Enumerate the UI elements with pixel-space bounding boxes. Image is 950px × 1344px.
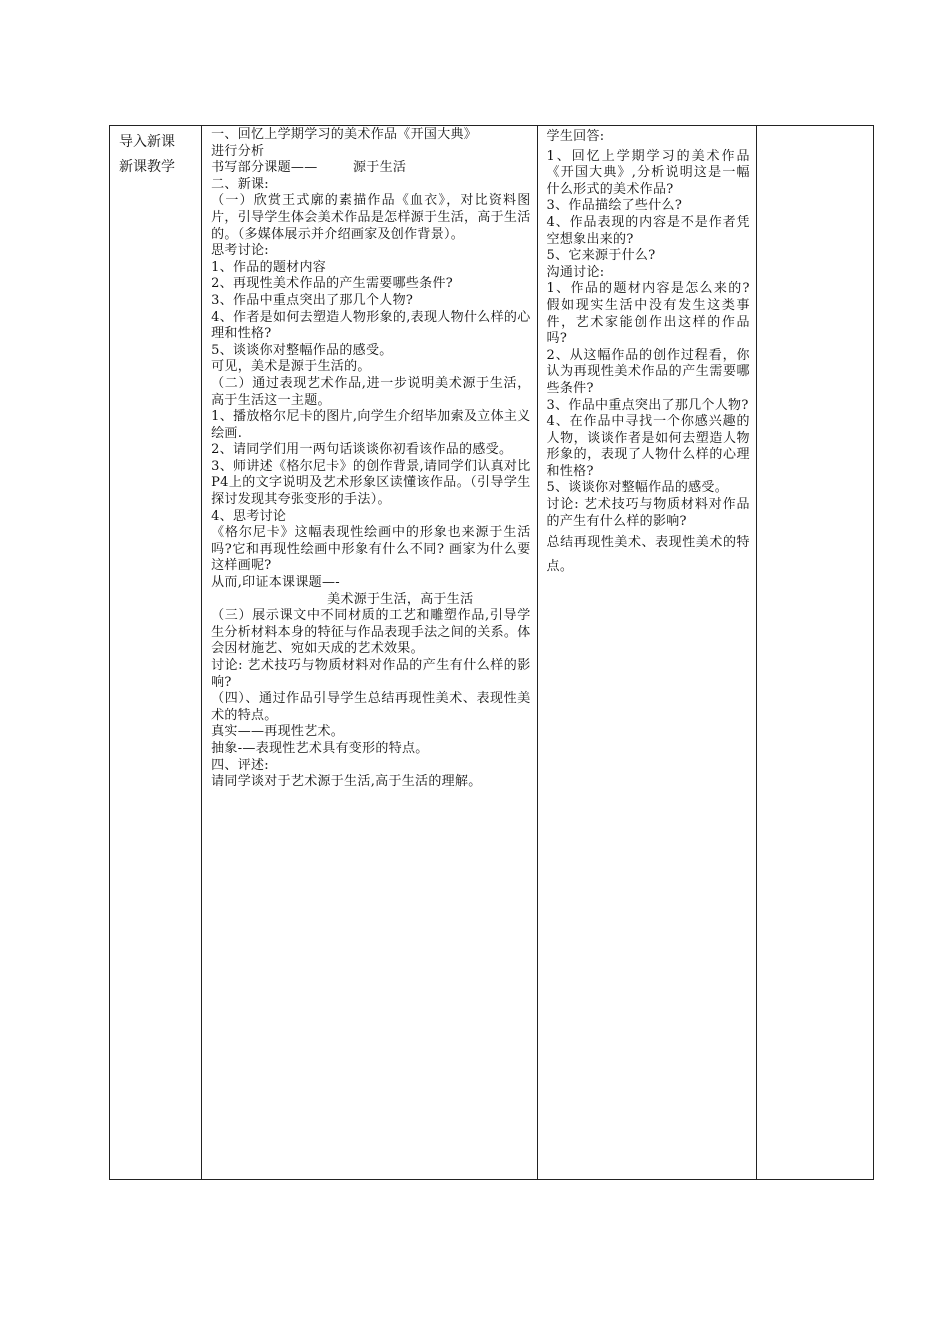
student-line: 3、作品描绘了些什么? [546,198,683,214]
teacher-line: 3、师讲述《格尔尼卡》的创作背景,请同学们认真对比P4上的文字说明及艺术形象区读懂该作品。（引导学生探讨发现其夸张变形的手法）。 [211,458,531,508]
teacher-line: 讨论: 艺术技巧与物质材料对作品的产生有什么样的影响? [211,658,531,690]
student-line: 1、作品的题材内容是怎么来的? 假如现实生活中没有发生这类事件，艺术家能创作出这样的作品吗? [546,281,750,347]
teacher-line: 5、谈谈你对整幅作品的感受。 [211,342,393,358]
table-row [110,126,874,1180]
teacher-line: 请同学谈对于艺术源于生活,高于生活的理解。 [211,774,482,790]
teacher-line: 3、作品中重点突出了那几个人物? [211,292,414,308]
teacher-line: 思考讨论: [211,243,269,259]
student-line: 沟通讨论: [546,264,605,280]
student-line: 2、从这幅作品的创作过程看，你认为再现性美术作品的产生需要哪些条件? [546,347,750,396]
teacher-line: 从而,印证本课课题—- [211,575,340,591]
stage-label-new-lesson: 新课教学 [119,159,175,175]
teacher-line: 进行分析 [211,143,265,159]
student-line: 1、回忆上学期学习的美术作品《开国大典》,分析说明这是一幅什么形式的美术作品? [546,148,750,197]
teacher-line: 书写部分课题—— 源于生活 [211,160,407,176]
teacher-line: 二、新课: [211,176,269,192]
teacher-line: 1、作品的题材内容 [211,259,327,275]
teacher-line: 四、评述: [211,757,269,773]
teacher-line: 1、播放格尔尼卡的图片,向学生介绍毕加索及立体主义绘画. [211,409,531,441]
teacher-line: 美术源于生活，高于生活 [327,591,474,607]
teacher-line: 2、再现性美术作品的产生需要哪些条件? [211,276,454,292]
teacher-line: 一、回忆上学期学习的美术作品《开国大典》 [211,127,478,142]
teacher-line: 4、作者是如何去塑造人物形象的,表现人物什么样的心理和性格? [211,309,531,342]
lesson-plan-table [109,125,874,1180]
teacher-line: （三）展示课文中不同材质的工艺和雕塑作品,引导学生分析材料本身的特征与作品表现手法之间的关系。体会因材施艺、宛如天成的艺术效果。 [211,608,531,657]
stage-label-intro: 导入新课 [119,134,175,150]
teacher-line: 2、请同学们用一两句话谈谈你初看该作品的感受。 [211,442,513,458]
student-line: 学生回答: [546,129,605,144]
student-activity-cell [537,126,756,1180]
teacher-line: （一）欣赏王式廓的素描作品《血衣》，对比资料图片，引导学生体会美术作品是怎样源于生活，高于生活的。（多媒体展示并介绍画家及创作背景）。 [211,193,531,242]
teacher-line: （二）通过表现艺术作品,进一步说明美术源于生活，高于生活这一主题。 [211,375,531,408]
teacher-line: 《格尔尼卡》这幅表现性绘画中的形象也来源于生活吗?它和再现性绘画中形象有什么不同? 画家为什么要这样画呢? [211,525,531,574]
teacher-line: 真实——再现性艺术。 [211,724,345,740]
student-line: 5、谈谈你对整幅作品的感受。 [546,480,729,496]
stage-cell [110,126,202,1180]
student-line: 5、它来源于什么? [546,248,656,264]
student-line: 总结再现性美术、表现性美术的特点。 [546,535,750,575]
teacher-activity-cell [202,126,537,1180]
notes-cell [756,126,873,1180]
teacher-line: 抽象-—表现性艺术具有变形的特点。 [211,740,429,756]
teacher-line: 可见，美术是源于生活的。 [211,359,371,375]
teacher-line: 4、思考讨论 [211,508,287,524]
student-line: 4、在作品中寻找一个你感兴趣的人物，谈谈作者是如何去塑造人物形象的，表现了人物什么样的心理和性格? [546,414,750,479]
student-line: 4、作品表现的内容是不是作者凭空想象出来的? [546,214,750,247]
teacher-line: （四）、通过作品引导学生总结再现性美术、表现性美术的特点。 [211,691,531,723]
student-line: 讨论: 艺术技巧与物质材料对作品的产生有什么样的影响? [546,497,750,529]
student-line: 3、作品中重点突出了那几个人物? [546,397,749,413]
